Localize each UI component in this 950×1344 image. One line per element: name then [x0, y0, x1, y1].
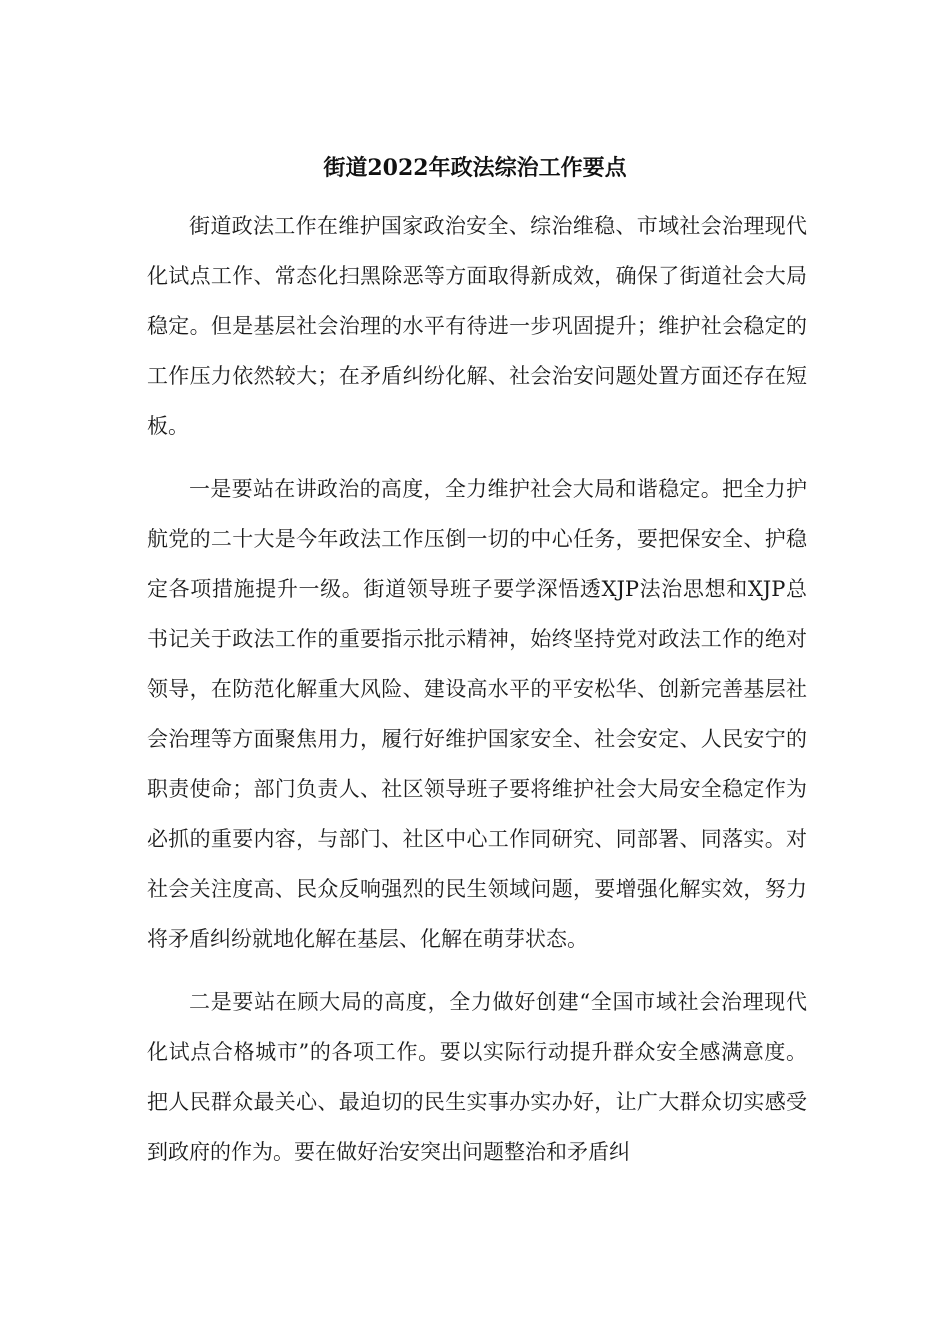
paragraph-point-one: 一是要站在讲政治的高度，全力维护社会大局和谐稳定。把全力护航党的二十大是今年政法工作压倒一切的中心任务，要把保安全、护稳定各项措施提升一级。街道领导班子要学深悟透XJP法治思想和XJP总书记关于政法工作的重要指示批示精神，始终坚持党对政法工作的绝对领导，在防范化解重大风险、建设高水平的平安松华、创新完善基层社会治理等方面聚焦用力，履行好维护国家安全、社会安定、人民安宁的职责使命；部门负责人、社区领导班子要将维护社会大局安全稳定作为必抓的重要内容，与部门、社区中心工作同研究、同部署、同落实。对社会关注度高、民众反响强烈的民生领域问题，要增强化解实效，努力将矛盾纠纷就地化解在基层、化解在萌芽状态。 [147, 477, 807, 951]
paragraph-intro: 街道政法工作在维护国家政治安全、综治维稳、市域社会治理现代化试点工作、常态化扫黑除恶等方面取得新成效，确保了街道社会大局稳定。但是基层社会治理的水平有待进一步巩固提升；维护社会稳定的工作压力依然较大；在矛盾纠纷化解、社会治安问题处置方面还存在短板。 [147, 214, 807, 438]
document-title: 街道2022年政法综治工作要点 [323, 155, 627, 181]
paragraph-point-two: 二是要站在顾大局的高度，全力做好创建“全国市域社会治理现代化试点合格城市”的各项工作。要以实际行动提升群众安全感满意度。把人民群众最关心、最迫切的民生实事办实办好，让广大群众切实感受到政府的作为。要在做好治安突出问题整治和矛盾纠 [147, 990, 807, 1164]
document-body [147, 201, 807, 1190]
